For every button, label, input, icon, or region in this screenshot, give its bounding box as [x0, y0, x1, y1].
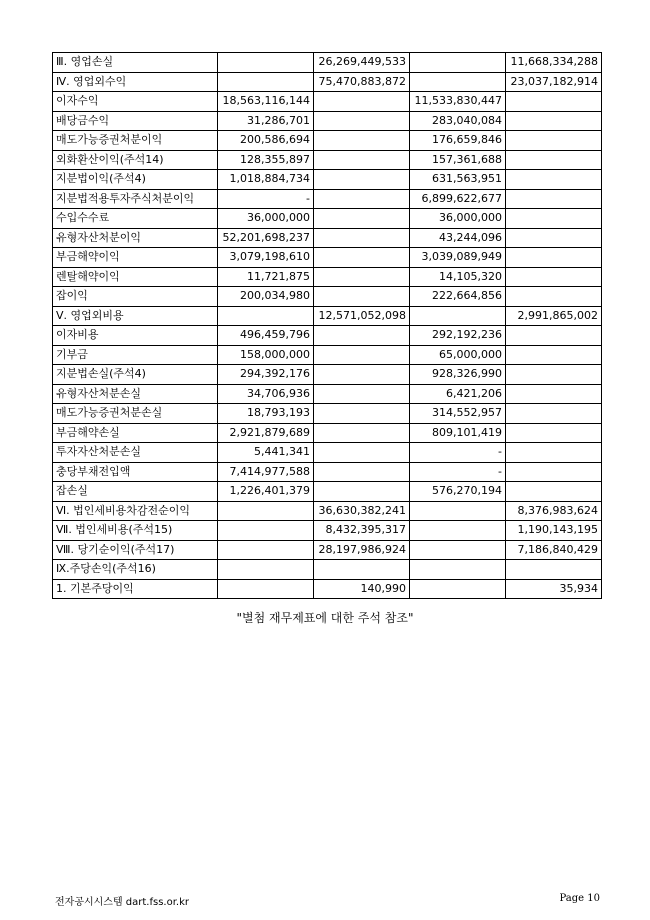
amount-cell — [314, 170, 410, 190]
row-label: 수입수수료 — [53, 209, 218, 229]
row-label: 지분법이익(주석4) — [53, 170, 218, 190]
row-label: 충당부채전입액 — [53, 462, 218, 482]
amount-cell: 176,659,846 — [410, 131, 506, 151]
row-label: 부금해약손실 — [53, 423, 218, 443]
amount-cell — [506, 423, 602, 443]
amount-cell — [314, 560, 410, 580]
amount-cell — [506, 287, 602, 307]
amount-cell — [506, 404, 602, 424]
row-label: Ⅲ. 영업손실 — [53, 53, 218, 73]
amount-cell — [314, 365, 410, 385]
amount-cell — [506, 92, 602, 112]
amount-cell — [314, 131, 410, 151]
amount-cell: 631,563,951 — [410, 170, 506, 190]
row-label: Ⅸ.주당손익(주석16) — [53, 560, 218, 580]
amount-cell — [506, 228, 602, 248]
amount-cell: 12,571,052,098 — [314, 306, 410, 326]
amount-cell — [506, 345, 602, 365]
table-row — [53, 521, 602, 541]
amount-cell: 128,355,897 — [218, 150, 314, 170]
amount-cell: 1,190,143,195 — [506, 521, 602, 541]
amount-cell — [218, 540, 314, 560]
amount-cell: 43,244,096 — [410, 228, 506, 248]
amount-cell — [506, 131, 602, 151]
row-label: 1. 기본주당이익 — [53, 579, 218, 599]
amount-cell: 3,039,089,949 — [410, 248, 506, 268]
amount-cell — [314, 326, 410, 346]
amount-cell: 2,921,879,689 — [218, 423, 314, 443]
amount-cell — [314, 228, 410, 248]
amount-cell — [506, 326, 602, 346]
table-row — [53, 462, 602, 482]
table-row — [53, 170, 602, 190]
table-row — [53, 501, 602, 521]
amount-cell — [506, 189, 602, 209]
amount-cell: 11,721,875 — [218, 267, 314, 287]
amount-cell — [410, 579, 506, 599]
amount-cell — [410, 521, 506, 541]
amount-cell — [218, 501, 314, 521]
amount-cell — [218, 72, 314, 92]
row-label: 유형자산처분손실 — [53, 384, 218, 404]
amount-cell: 576,270,194 — [410, 482, 506, 502]
row-label: 이자비용 — [53, 326, 218, 346]
amount-cell: 6,421,206 — [410, 384, 506, 404]
table-row — [53, 443, 602, 463]
income-statement-body — [53, 53, 602, 599]
row-label: Ⅳ. 영업외수익 — [53, 72, 218, 92]
amount-cell — [506, 267, 602, 287]
amount-cell — [218, 521, 314, 541]
row-label: Ⅷ. 당기순이익(주석17) — [53, 540, 218, 560]
amount-cell: 11,533,830,447 — [410, 92, 506, 112]
amount-cell — [314, 111, 410, 131]
amount-cell: 52,201,698,237 — [218, 228, 314, 248]
row-label: 외화환산이익(주석14) — [53, 150, 218, 170]
amount-cell — [506, 111, 602, 131]
amount-cell — [506, 384, 602, 404]
table-row — [53, 326, 602, 346]
table-row — [53, 345, 602, 365]
amount-cell: 35,934 — [506, 579, 602, 599]
amount-cell — [410, 306, 506, 326]
amount-cell — [506, 462, 602, 482]
amount-cell: 222,664,856 — [410, 287, 506, 307]
amount-cell — [314, 482, 410, 502]
amount-cell — [410, 560, 506, 580]
amount-cell — [314, 443, 410, 463]
amount-cell: - — [218, 189, 314, 209]
table-row — [53, 189, 602, 209]
amount-cell: 23,037,182,914 — [506, 72, 602, 92]
amount-cell: 11,668,334,288 — [506, 53, 602, 73]
amount-cell: 283,040,084 — [410, 111, 506, 131]
amount-cell: 1,018,884,734 — [218, 170, 314, 190]
table-row — [53, 579, 602, 599]
table-row — [53, 92, 602, 112]
table-row — [53, 267, 602, 287]
amount-cell: - — [410, 443, 506, 463]
amount-cell — [506, 209, 602, 229]
amount-cell — [314, 248, 410, 268]
row-label: 부금해약이익 — [53, 248, 218, 268]
table-row — [53, 111, 602, 131]
amount-cell — [506, 443, 602, 463]
amount-cell — [506, 482, 602, 502]
amount-cell: 7,186,840,429 — [506, 540, 602, 560]
table-row — [53, 306, 602, 326]
income-statement-table — [52, 52, 602, 599]
amount-cell — [218, 579, 314, 599]
amount-cell: 200,034,980 — [218, 287, 314, 307]
table-row — [53, 131, 602, 151]
amount-cell — [314, 462, 410, 482]
amount-cell — [410, 72, 506, 92]
row-label: 이자수익 — [53, 92, 218, 112]
amount-cell: 65,000,000 — [410, 345, 506, 365]
amount-cell — [410, 501, 506, 521]
amount-cell: 14,105,320 — [410, 267, 506, 287]
table-row — [53, 248, 602, 268]
table-row — [53, 423, 602, 443]
row-label: 매도가능증권처분이익 — [53, 131, 218, 151]
table-row — [53, 560, 602, 580]
amount-cell — [314, 189, 410, 209]
table-row — [53, 384, 602, 404]
amount-cell: 1,226,401,379 — [218, 482, 314, 502]
amount-cell: 496,459,796 — [218, 326, 314, 346]
amount-cell: 6,899,622,677 — [410, 189, 506, 209]
amount-cell — [506, 365, 602, 385]
row-label: 지분법적용투자주식처분이익 — [53, 189, 218, 209]
table-row — [53, 228, 602, 248]
amount-cell — [314, 92, 410, 112]
amount-cell — [314, 404, 410, 424]
amount-cell — [314, 345, 410, 365]
amount-cell — [314, 209, 410, 229]
table-row — [53, 150, 602, 170]
amount-cell: 157,361,688 — [410, 150, 506, 170]
amount-cell — [314, 150, 410, 170]
table-row — [53, 365, 602, 385]
amount-cell — [506, 560, 602, 580]
row-label: 기부금 — [53, 345, 218, 365]
amount-cell: 8,376,983,624 — [506, 501, 602, 521]
amount-cell: 294,392,176 — [218, 365, 314, 385]
amount-cell — [314, 267, 410, 287]
amount-cell: 26,269,449,533 — [314, 53, 410, 73]
table-row — [53, 404, 602, 424]
table-row — [53, 72, 602, 92]
amount-cell: 75,470,883,872 — [314, 72, 410, 92]
amount-cell: 2,991,865,002 — [506, 306, 602, 326]
amount-cell: 158,000,000 — [218, 345, 314, 365]
amount-cell: 36,000,000 — [410, 209, 506, 229]
row-label: Ⅶ. 법인세비용(주석15) — [53, 521, 218, 541]
row-label: 유형자산처분이익 — [53, 228, 218, 248]
amount-cell: 928,326,990 — [410, 365, 506, 385]
footer-site: 전자공시시스템 dart.fss.or.kr — [55, 897, 189, 908]
amount-cell: 18,793,193 — [218, 404, 314, 424]
amount-cell: 31,286,701 — [218, 111, 314, 131]
table-row — [53, 53, 602, 73]
amount-cell — [314, 384, 410, 404]
footer-page-number: Page 10 — [559, 893, 600, 904]
table-row — [53, 209, 602, 229]
table-row — [53, 540, 602, 560]
amount-cell: 36,000,000 — [218, 209, 314, 229]
amount-cell — [506, 150, 602, 170]
amount-cell: 36,630,382,241 — [314, 501, 410, 521]
amount-cell — [410, 540, 506, 560]
row-label: 배당금수익 — [53, 111, 218, 131]
amount-cell: 34,706,936 — [218, 384, 314, 404]
row-label: Ⅴ. 영업외비용 — [53, 306, 218, 326]
row-label: 매도가능증권처분손실 — [53, 404, 218, 424]
amount-cell: 292,192,236 — [410, 326, 506, 346]
row-label: 렌탈해약이익 — [53, 267, 218, 287]
row-label: 투자자산처분손실 — [53, 443, 218, 463]
amount-cell: 3,079,198,610 — [218, 248, 314, 268]
amount-cell — [506, 248, 602, 268]
amount-cell — [218, 306, 314, 326]
amount-cell — [314, 423, 410, 443]
amount-cell — [218, 53, 314, 73]
amount-cell: - — [410, 462, 506, 482]
table-row — [53, 482, 602, 502]
notes-reference: "별첨 재무제표에 대한 주석 참조" — [236, 611, 414, 625]
row-label: 잡이익 — [53, 287, 218, 307]
amount-cell: 809,101,419 — [410, 423, 506, 443]
table-row — [53, 287, 602, 307]
amount-cell — [314, 287, 410, 307]
amount-cell: 18,563,116,144 — [218, 92, 314, 112]
amount-cell — [410, 53, 506, 73]
amount-cell: 8,432,395,317 — [314, 521, 410, 541]
amount-cell: 140,990 — [314, 579, 410, 599]
amount-cell — [218, 560, 314, 580]
amount-cell: 200,586,694 — [218, 131, 314, 151]
amount-cell: 314,552,957 — [410, 404, 506, 424]
amount-cell: 5,441,341 — [218, 443, 314, 463]
amount-cell: 28,197,986,924 — [314, 540, 410, 560]
amount-cell: 7,414,977,588 — [218, 462, 314, 482]
row-label: 잡손실 — [53, 482, 218, 502]
row-label: 지분법손실(주석4) — [53, 365, 218, 385]
row-label: Ⅵ. 법인세비용차감전순이익 — [53, 501, 218, 521]
amount-cell — [506, 170, 602, 190]
